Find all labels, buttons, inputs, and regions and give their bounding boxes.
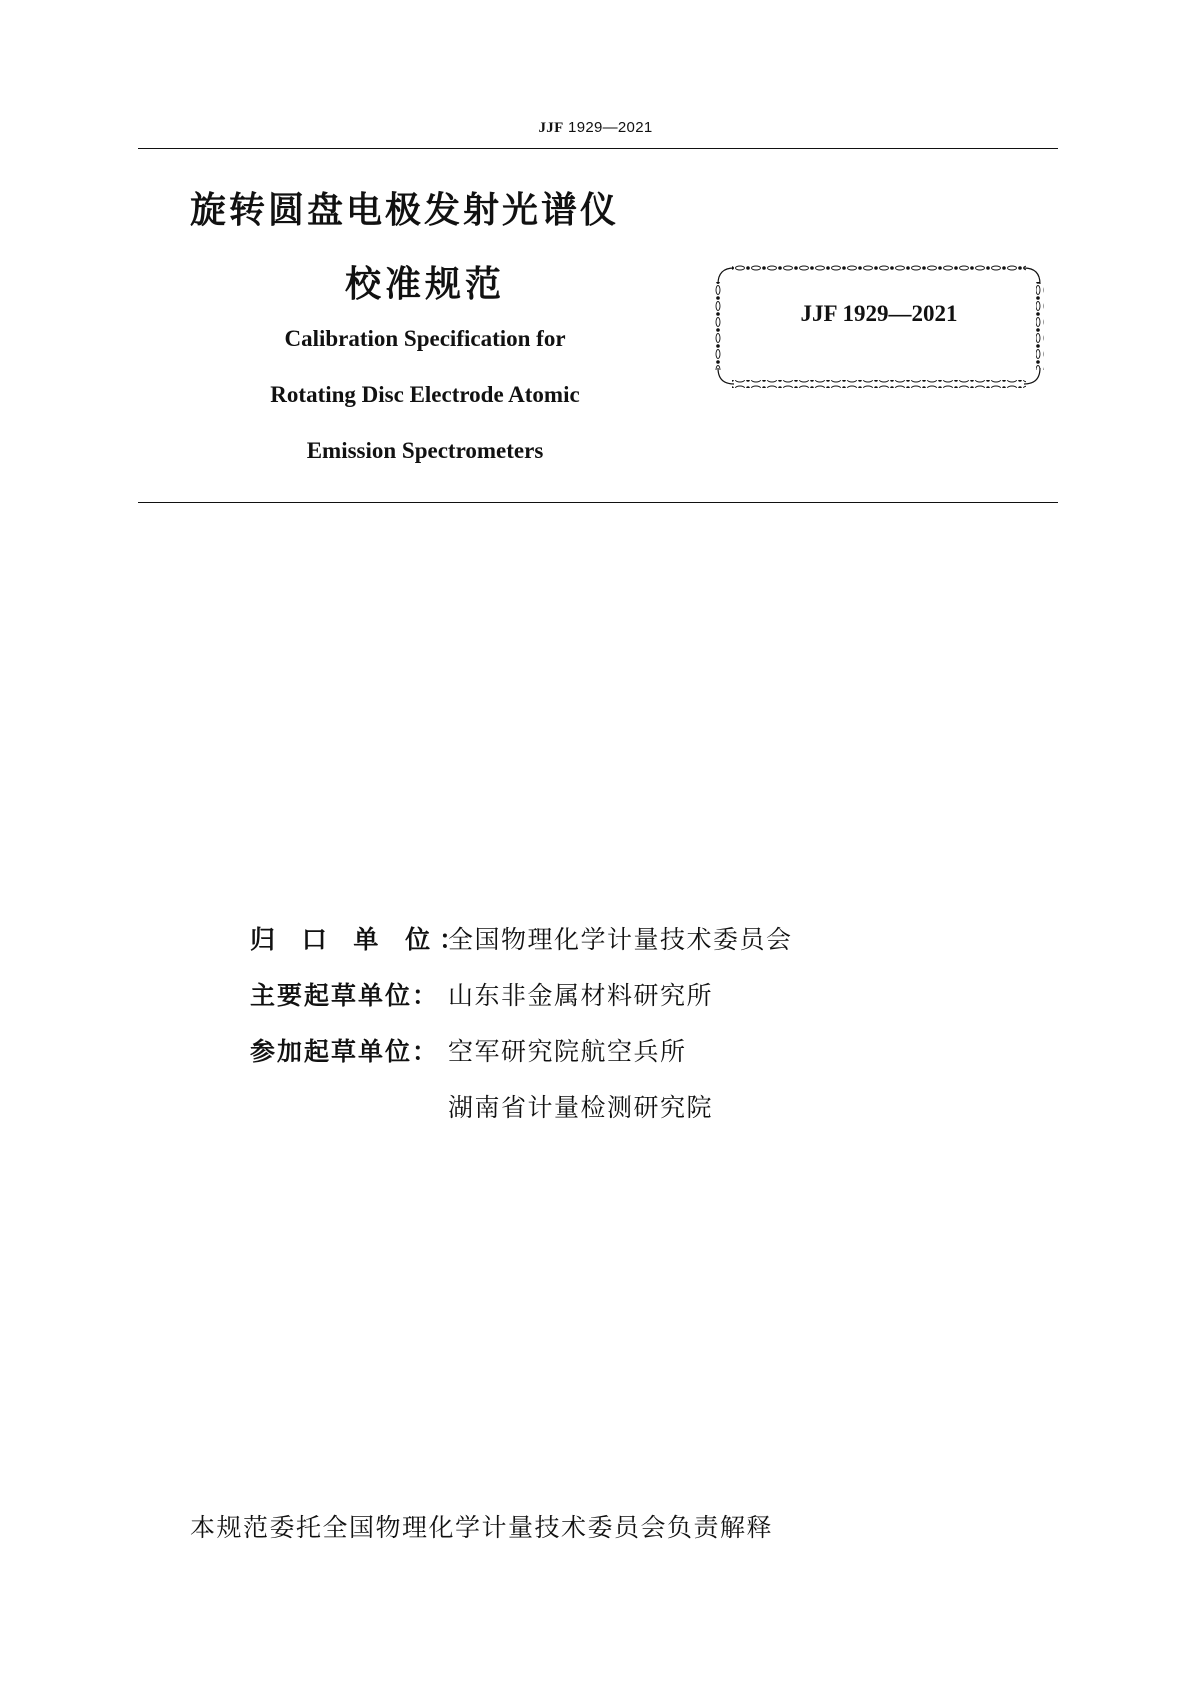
bottom-divider: [138, 502, 1058, 503]
header-code-number: 1929—2021: [568, 119, 653, 136]
unit-label: 参加起草单位：: [250, 1037, 440, 1066]
unit-value: 全国物理化学计量技术委员会: [448, 925, 793, 954]
title-en-line-1: Calibration Specification for: [284, 326, 566, 351]
unit-row-participating-2: [250, 1078, 793, 1134]
unit-row-participating: [250, 1022, 793, 1078]
running-header: [0, 119, 1191, 137]
code-box: [714, 264, 1044, 388]
unit-row-main-drafter: [250, 966, 793, 1022]
unit-value: 山东非金属材料研究所: [448, 981, 714, 1010]
header-code-prefix: JJF: [538, 120, 564, 136]
title-en-line-2: Rotating Disc Electrode Atomic: [270, 382, 580, 407]
unit-row-responsible: [250, 910, 793, 966]
unit-value: 湖南省计量检测研究院: [448, 1093, 714, 1122]
footer-note: 本规范委托全国物理化学计量技术委员会负责解释: [190, 1513, 774, 1542]
title-cn-main: 旋转圆盘电极发射光谱仪: [190, 190, 620, 231]
unit-value: 空军研究院航空兵所: [448, 1037, 687, 1066]
unit-label: 归 口 单 位：: [250, 925, 474, 954]
top-divider: [138, 148, 1058, 149]
title-cn-sub: 校准规范: [344, 264, 505, 305]
title-en-line-3: Emission Spectrometers: [306, 438, 544, 463]
drafting-units: [250, 910, 793, 1134]
unit-label: 主要起草单位：: [250, 981, 440, 1010]
code-box-text: JJF 1929—2021: [800, 301, 958, 326]
